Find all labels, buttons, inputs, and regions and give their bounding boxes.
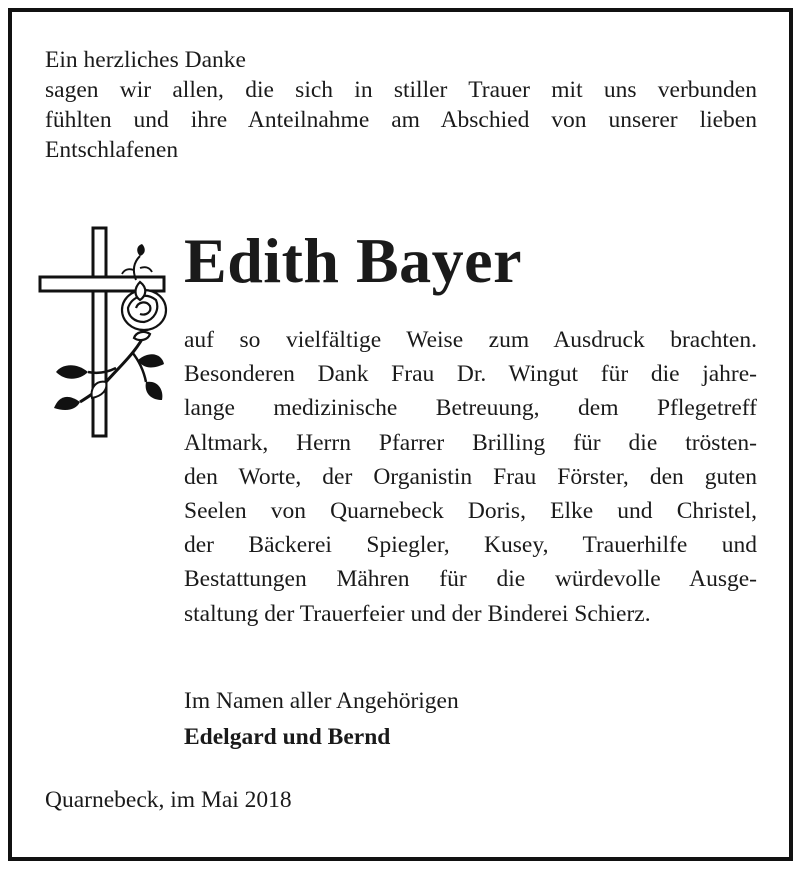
place-date: Quarnebeck, im Mai 2018	[45, 787, 292, 813]
intro-line-1: Ein herzliches Danke	[45, 47, 246, 73]
body-line-8: Bestattungen Mähren für die würdevolle Ausge-	[184, 566, 757, 593]
signature-intro: Im Namen aller Angehörigen	[184, 688, 459, 714]
signature-block	[184, 683, 459, 755]
body-line-7: der Bäckerei Spiegler, Kusey, Trauerhilfe und	[184, 532, 757, 559]
body-line-3: lange medizinische Betreuung, dem Pflegetreff	[184, 395, 757, 422]
body-line-9: staltung der Trauerfeier und der Binderei Schierz.	[184, 600, 651, 627]
cross-with-rose-icon	[36, 222, 168, 442]
intro-line-3: fühlten und ihre Anteilnahme am Abschied von unserer lieben	[45, 107, 757, 133]
body-line-1: auf so vielfältige Weise zum Ausdruck brachten.	[184, 327, 757, 353]
body-line-6: Seelen von Quarnebeck Doris, Elke und Christel,	[184, 498, 757, 525]
body-line-2: Besonderen Dank Frau Dr. Wingut für die jahre-	[184, 361, 757, 388]
deceased-name: Edith Bayer	[184, 225, 522, 296]
intro-line-4: Entschlafenen	[45, 137, 179, 163]
body-line-5: den Worte, der Organistin Frau Förster, den guten	[184, 463, 757, 490]
intro-line-2: sagen wir allen, die sich in stiller Trauer mit uns verbunden	[45, 77, 757, 103]
intro-text	[45, 45, 757, 165]
signature-names: Edelgard und Bernd	[184, 724, 391, 750]
body-line-4: Altmark, Herrn Pfarrer Brilling für die trösten-	[184, 429, 757, 456]
thanks-body	[184, 323, 757, 631]
